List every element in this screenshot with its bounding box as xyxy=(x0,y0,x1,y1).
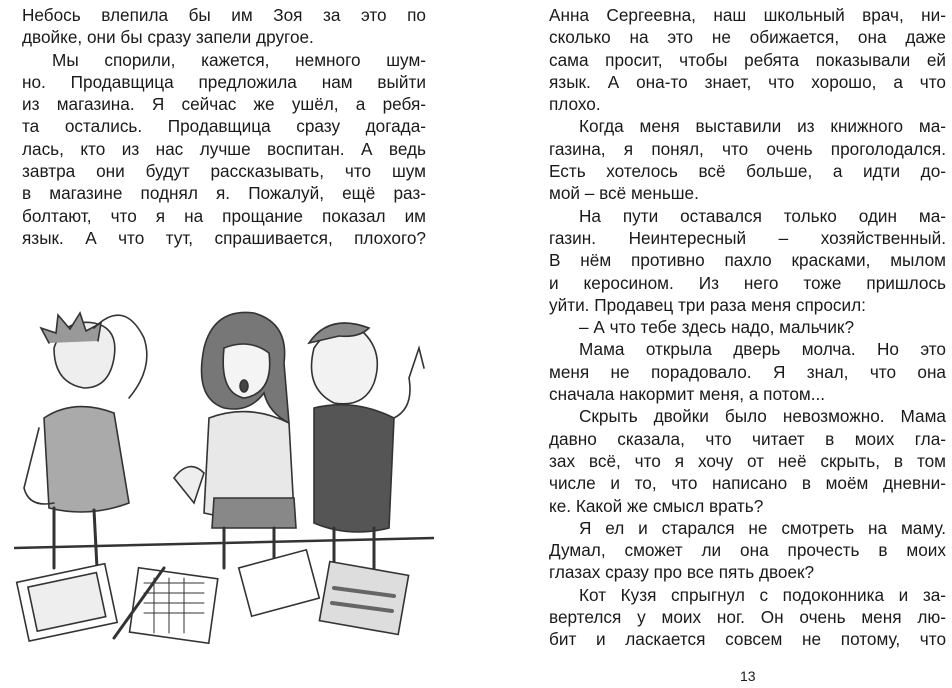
text-line: ке. Какой же смысл врать? xyxy=(549,495,764,516)
text-line: – А что тебе здесь надо, мальчик? xyxy=(579,317,855,338)
text-line: В нём противно пахло красками, мылом xyxy=(549,250,946,271)
text-line: в магазине поднял я. Пожалуй, ещё раз- xyxy=(22,183,426,204)
text-line: из магазина. Я сейчас же ушёл, а ребя- xyxy=(22,94,426,115)
girl-center-figure xyxy=(174,312,296,568)
text-line: и керосином. Из него тоже пришлось xyxy=(549,272,946,293)
text-line: Анна Сергеевна, наш школьный врач, ни- xyxy=(549,5,946,25)
text-line: плохо. xyxy=(549,94,601,115)
text-line: та остались. Продавщица сразу догада- xyxy=(22,116,426,137)
text-line: зах всё, что я хочу от неё скрыть, в том xyxy=(549,450,946,471)
text-line: сначала накормит меня, а потом... xyxy=(549,384,826,405)
text-line: Есть хотелось всё больше, а идти до- xyxy=(549,161,946,182)
text-line: уйти. Продавец три раза меня спросил: xyxy=(549,294,866,315)
text-line: двойке, они бы сразу запели другое. xyxy=(22,27,314,48)
text-line: Мама открыла дверь молча. Но это xyxy=(579,339,946,360)
page-number: 13 xyxy=(740,668,756,684)
boy-right-figure xyxy=(309,323,424,568)
text-line: вертелся у моих ног. Он очень меня лю- xyxy=(549,607,946,628)
text-line: давно сказала, что читает в моих гла- xyxy=(549,428,946,449)
boy-left-figure xyxy=(24,313,147,568)
text-line: Я ел и старался не смотреть на маму. xyxy=(579,517,946,538)
text-line: лась, кто из нас лучше воспитан. А ведь xyxy=(22,138,426,159)
text-line: но. Продавщица предложила нам выйти xyxy=(22,71,426,92)
text-line: Кот Кузя спрыгнул с подоконника и за- xyxy=(579,584,946,605)
left-page-text xyxy=(22,4,426,249)
text-line: меня не порадовало. Я знал, что она xyxy=(549,361,946,382)
text-line: язык. А что тут, спрашивается, плохого? xyxy=(22,227,426,248)
text-line: бит и ласкается совсем не потому, что xyxy=(549,629,946,650)
illustration-three-children-at-counter xyxy=(14,288,434,650)
text-line: Думал, сможет ли она прочесть в моих xyxy=(549,540,946,561)
text-line: числе и то, что написано в моём дневни- xyxy=(549,473,946,494)
text-line: На пути оставался только один ма- xyxy=(579,205,946,226)
text-line: мой – всё меньше. xyxy=(549,183,699,204)
text-line: завтра они будут рассказывать, что шум xyxy=(22,161,426,182)
text-line: сколько на это не обижается, она даже xyxy=(549,27,946,48)
text-line: Небось влепила бы им Зоя за это по xyxy=(22,5,426,25)
text-line: язык. А она-то знает, что хорошо, а что xyxy=(549,71,946,92)
text-line: газина, я понял, что очень проголодался. xyxy=(549,138,946,159)
text-line: болтают, что я на прощание показал им xyxy=(22,205,426,226)
text-line: Когда меня выставили из книжного ма- xyxy=(579,116,946,137)
text-line: сама просит, чтобы ребята показывали ей xyxy=(549,49,946,70)
text-line: Мы спорили, кажется, немного шум- xyxy=(52,49,426,70)
right-page-text xyxy=(549,4,946,651)
text-line: глазах сразу про все пять двоек? xyxy=(549,562,815,583)
text-line: газин. Неинтересный – хозяйственный. xyxy=(549,227,946,248)
text-line: Скрыть двойки было невозможно. Мама xyxy=(579,406,946,427)
